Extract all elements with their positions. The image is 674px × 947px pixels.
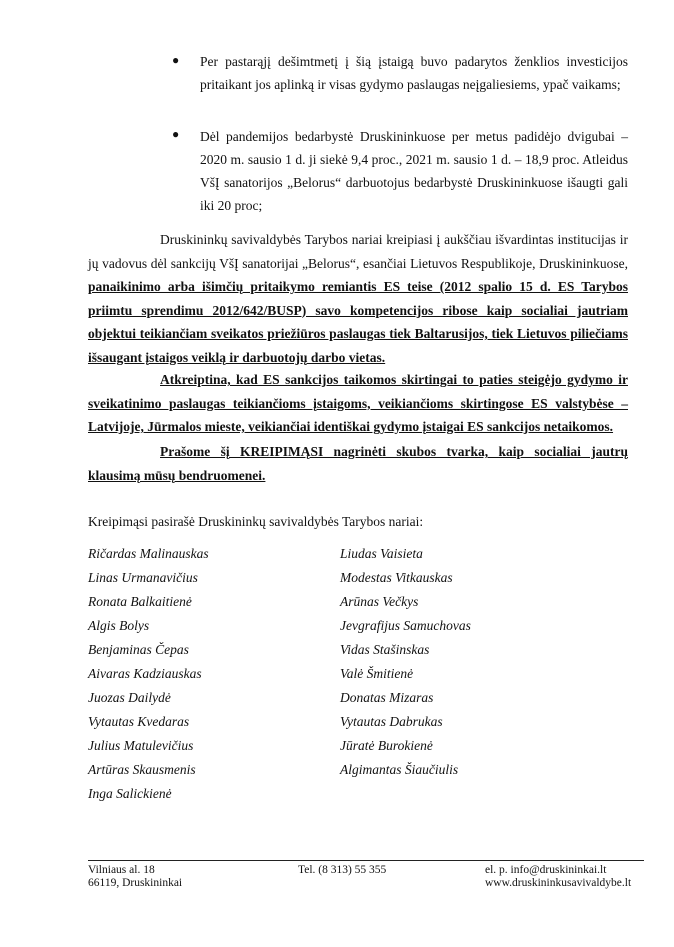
footer-address bbox=[88, 864, 182, 890]
signer-name: Jūratė Burokienė bbox=[340, 738, 433, 753]
signer-name: Benjaminas Čepas bbox=[88, 642, 189, 657]
footer-phone: Tel. (8 313) 55 355 bbox=[298, 864, 387, 876]
signer-name: Vidas Stašinskas bbox=[340, 642, 430, 657]
sanctions-paragraph bbox=[88, 368, 628, 439]
footer-address-city: 66119, Druskininkai bbox=[88, 877, 183, 889]
footer-email: el. p. info@druskininkai.lt bbox=[485, 864, 607, 876]
appeal-emphasis: panaikinimo arba išimčių pritaikymo remiantis ES teise (2012 spalio 15 d. ES Tarybos priimtu sprendimu 2012/642/BUSP) savo kompetencijos ribose kaip socialiai jautriam objektui teikiančiam sveikatos priežiūros paslaugas tiek Baltarusijos, tiek Lietuvos piliečiams išsaugant įstaigos veiklą ir darbuotojų darbo vietas. bbox=[88, 279, 628, 365]
footer-website: www.druskininkusavivaldybe.lt bbox=[485, 877, 632, 889]
footer-contacts bbox=[485, 864, 631, 890]
signer-name: Algimantas Šiaučiulis bbox=[340, 762, 459, 777]
signer-name: Modestas Vitkauskas bbox=[340, 570, 453, 585]
signer-name: Julius Matulevičius bbox=[88, 738, 194, 753]
signers-intro: Kreipimąsi pasirašė Druskininkų savivaldybės Tarybos nariai: bbox=[88, 514, 424, 529]
signer-name: Inga Salickienė bbox=[88, 786, 172, 801]
bullet-marker: ● bbox=[172, 53, 180, 67]
signer-name: Valė Šmitienė bbox=[340, 666, 414, 681]
footer-divider bbox=[88, 860, 644, 861]
bullet-marker: ● bbox=[172, 127, 180, 141]
signer-name: Ronata Balkaitienė bbox=[88, 594, 192, 609]
signer-name: Juozas Dailydė bbox=[88, 690, 171, 705]
signer-name: Vytautas Dabrukas bbox=[340, 714, 443, 729]
signer-name: Donatas Mizaras bbox=[340, 690, 434, 705]
request-paragraph bbox=[88, 440, 628, 487]
signer-name: Arūnas Večkys bbox=[340, 594, 419, 609]
signer-name: Algis Bolys bbox=[88, 618, 150, 633]
signers-left-column bbox=[88, 542, 209, 806]
signer-name: Artūras Skausmenis bbox=[88, 762, 196, 777]
signer-name: Jevgrafijus Samuchovas bbox=[340, 618, 471, 633]
bullet-item-investments: Per pastarąjį dešimtmetį į šią įstaigą buvo padarytos ženklios investicijos pritaikant jos aplinką ir visas gydymo paslaugas neįgaliesiems, ypač vaikams; bbox=[200, 54, 628, 92]
appeal-paragraph bbox=[88, 228, 628, 369]
signer-name: Linas Urmanavičius bbox=[88, 570, 198, 585]
signer-name: Ričardas Malinauskas bbox=[88, 546, 209, 561]
appeal-text: Druskininkų savivaldybės Tarybos nariai kreipiasi į aukščiau išvardintas institucijas ir jų vadovus dėl sankcijų VšĮ sanatorijai „Belorus“, esančiai Lietuvos Respublikoje, Druskininkuose, bbox=[88, 232, 628, 271]
bullet-item-unemployment: Dėl pandemijos bedarbystė Druskininkuose per metus padidėjo dvigubai – 2020 m. sausio 1 d. ji siekė 9,4 proc., 2021 m. sausio 1 d. – 18,9 proc. Atleidus VšĮ sanatorijos „Belorus“ darbuotojus bedarbystė Druskininkuose išaugti gali iki 20 proc; bbox=[200, 129, 628, 213]
signer-name: Aivaras Kadziauskas bbox=[88, 666, 202, 681]
signer-name: Vytautas Kvedaras bbox=[88, 714, 190, 729]
signers-right-column bbox=[340, 542, 471, 782]
sanctions-text: Atkreiptina, kad ES sankcijos taikomos skirtingai to paties steigėjo gydymo ir sveikatinimo paslaugas teikiančioms įstaigoms, veikiančioms skirtingose ES valstybėse – Latvijoje, Jūrmalos mieste, veikiančiai identiškai gydymo įstaigai ES sankcijos netaikomos. bbox=[88, 372, 628, 434]
footer-address-street: Vilniaus al. 18 bbox=[88, 864, 155, 876]
signer-name: Liudas Vaisieta bbox=[340, 546, 423, 561]
request-text: Prašome šį KREIPIMĄSI nagrinėti skubos tvarka, kaip socialiai jautrų klausimą mūsų bendruomenei. bbox=[88, 444, 628, 483]
